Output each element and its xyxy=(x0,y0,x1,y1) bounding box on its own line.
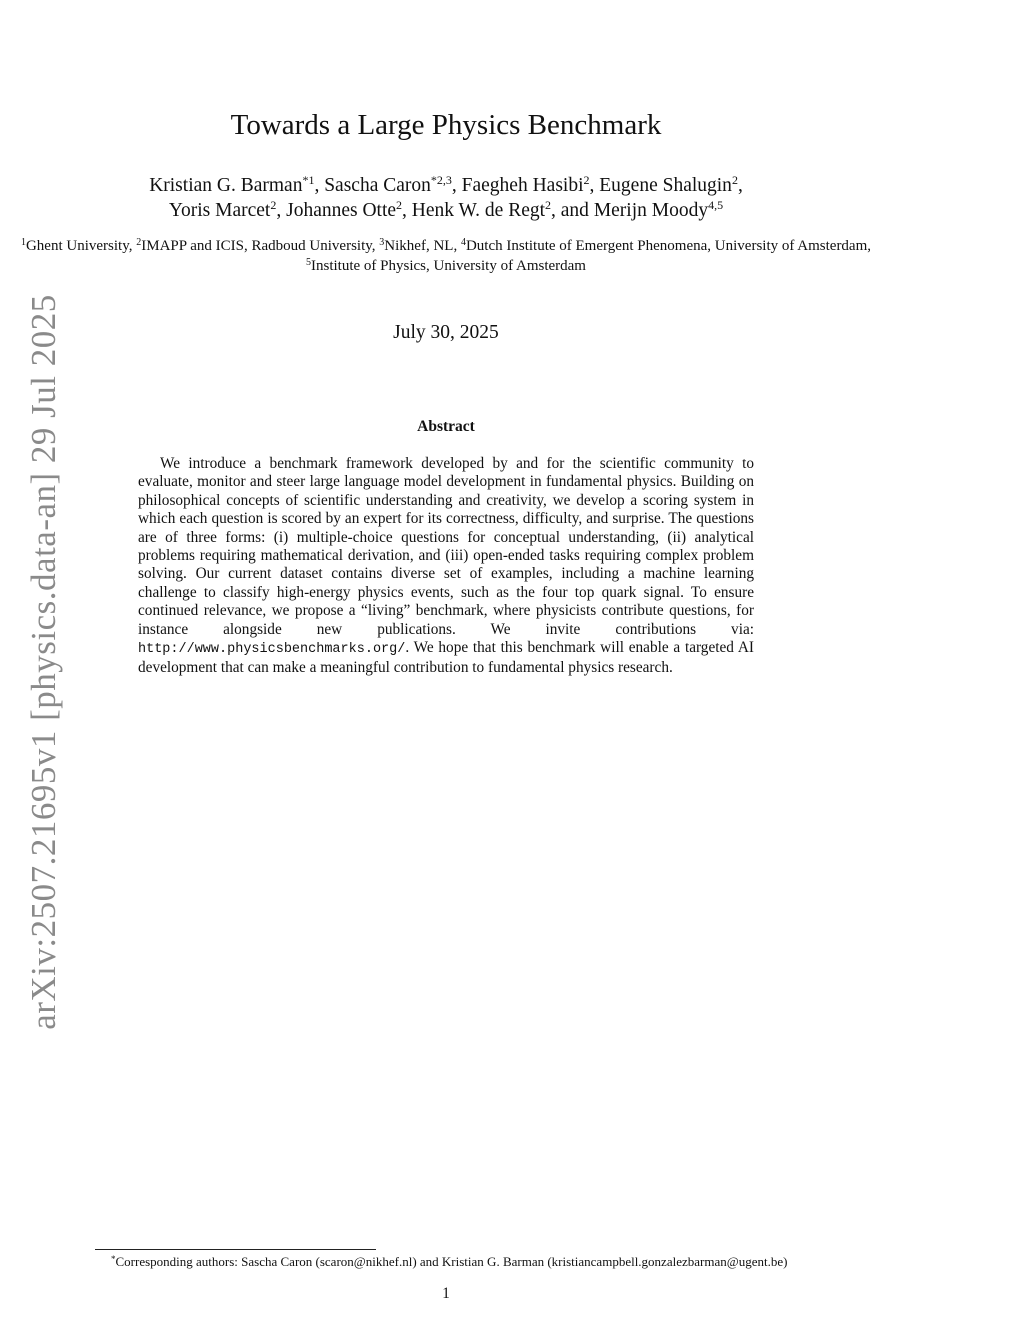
abstract-heading: Abstract xyxy=(417,418,475,435)
page-number: 1 xyxy=(442,1285,450,1302)
abstract-body xyxy=(138,455,754,678)
author-conjunction: and xyxy=(560,200,589,221)
author-affiliation-mark: *1 xyxy=(302,173,315,187)
affiliation-mark: 1 xyxy=(20,237,26,248)
footnote xyxy=(95,1254,795,1270)
affiliation: Ghent University xyxy=(25,238,129,254)
author-affiliation-mark: 2 xyxy=(545,198,552,212)
author-name: Yoris Marcet xyxy=(168,200,271,221)
author-name: Kristian G. Barman xyxy=(149,175,303,196)
author-affiliation-mark: 2 xyxy=(396,198,403,212)
footnote-text: Corresponding authors: Sascha Caron (scaron@nikhef.nl) and Kristian G. Barman (kristiancampbell.gonzalezbarman@ugent.be) xyxy=(115,1254,788,1269)
affiliation-mark: 2 xyxy=(136,237,142,248)
author-affiliation-mark: 2 xyxy=(583,173,590,187)
author-list xyxy=(0,173,892,223)
author-name: Faegheh Hasibi xyxy=(461,175,584,196)
paper-title: Towards a Large Physics Benchmark xyxy=(230,109,662,141)
author-affiliation-mark: 4,5 xyxy=(708,198,724,212)
affiliation-list: $^1$Ghent University, $^2$IMAPP and ICIS, Radboud University, $^3$Nikhef, NL, $^4$Dutch Institute of Emergent Phenomena, University of Amsterdam, $^5$Institute of Physics, University of Amsterdam xyxy=(20,237,872,274)
author-name: Sascha Caron xyxy=(324,175,431,196)
author-affiliation-mark: 2 xyxy=(731,173,738,187)
footnote-divider xyxy=(95,1249,376,1250)
author-name: Merijn Moody xyxy=(593,200,709,221)
affiliation: Institute of Physics, University of Amsterdam xyxy=(311,258,586,274)
affiliation: IMAPP and ICIS, Radboud University xyxy=(141,238,372,254)
author-name: Eugene Shalugin xyxy=(599,175,732,196)
benchmark-url-link[interactable]: http://www.physicsbenchmarks.org/ xyxy=(138,642,406,658)
affiliation-mark: 5 xyxy=(306,257,311,268)
author-name: Henk W. de Regt xyxy=(411,200,546,221)
publication-date: July 30, 2025 xyxy=(393,322,499,343)
author-line-1: Kristian G. Barman$^{*1}$, Sascha Caron$^{*2,3}$, Faegheh Hasibi$^2$, Eugene Shalugin$^2$, xyxy=(149,173,743,196)
author-line-2: Yoris Marcet$^2$, Johannes Otte$^2$, Henk W. de Regt$^2$, and Merijn Moody$^{4,5}$ xyxy=(168,198,724,221)
abstract-text: We introduce a benchmark framework developed by and for the scientific community to evaluate, monitor and steer large language model development in fundamental physics. Building on philosophical concepts of scientific understanding and creativity, we develop a scoring system in which each question is scored by an expert for its correctness, difficulty, and surprise. The questions are of three forms: (i) multiple-choice questions for conceptual understanding, (ii) analytical problems requiring mathematical derivation, and (iii) open-ended tasks requiring complex problem solving. Our current dataset contains diverse set of examples, including a machine learning challenge to classify high-energy physics events, such as the four top quark signal. To ensure continued relevance, we propose a “living” benchmark, where physicists contribute questions, for instance alongside new publications. We invite contributions via: xyxy=(138,455,754,638)
footnote-marker: * xyxy=(111,1254,116,1264)
affiliation-mark: 4 xyxy=(460,237,466,248)
affiliation: Nikhef, NL xyxy=(384,238,454,254)
author-affiliation-mark: *2,3 xyxy=(430,173,452,187)
author-name: Johannes Otte xyxy=(286,200,397,221)
affiliation-mark: 3 xyxy=(379,237,385,248)
author-affiliation-mark: 2 xyxy=(270,198,277,212)
affiliation: Dutch Institute of Emergent Phenomena, University of Amsterdam xyxy=(465,238,868,254)
arxiv-identifier: arXiv:2507.21695v1 [physics.data-an] 29 Jul 2025 xyxy=(24,294,63,1030)
abstract-text-end: . We hope that this benchmark will enable a targeted AI development that can make a meaningful contribution to fundamental physics research. xyxy=(138,639,754,677)
